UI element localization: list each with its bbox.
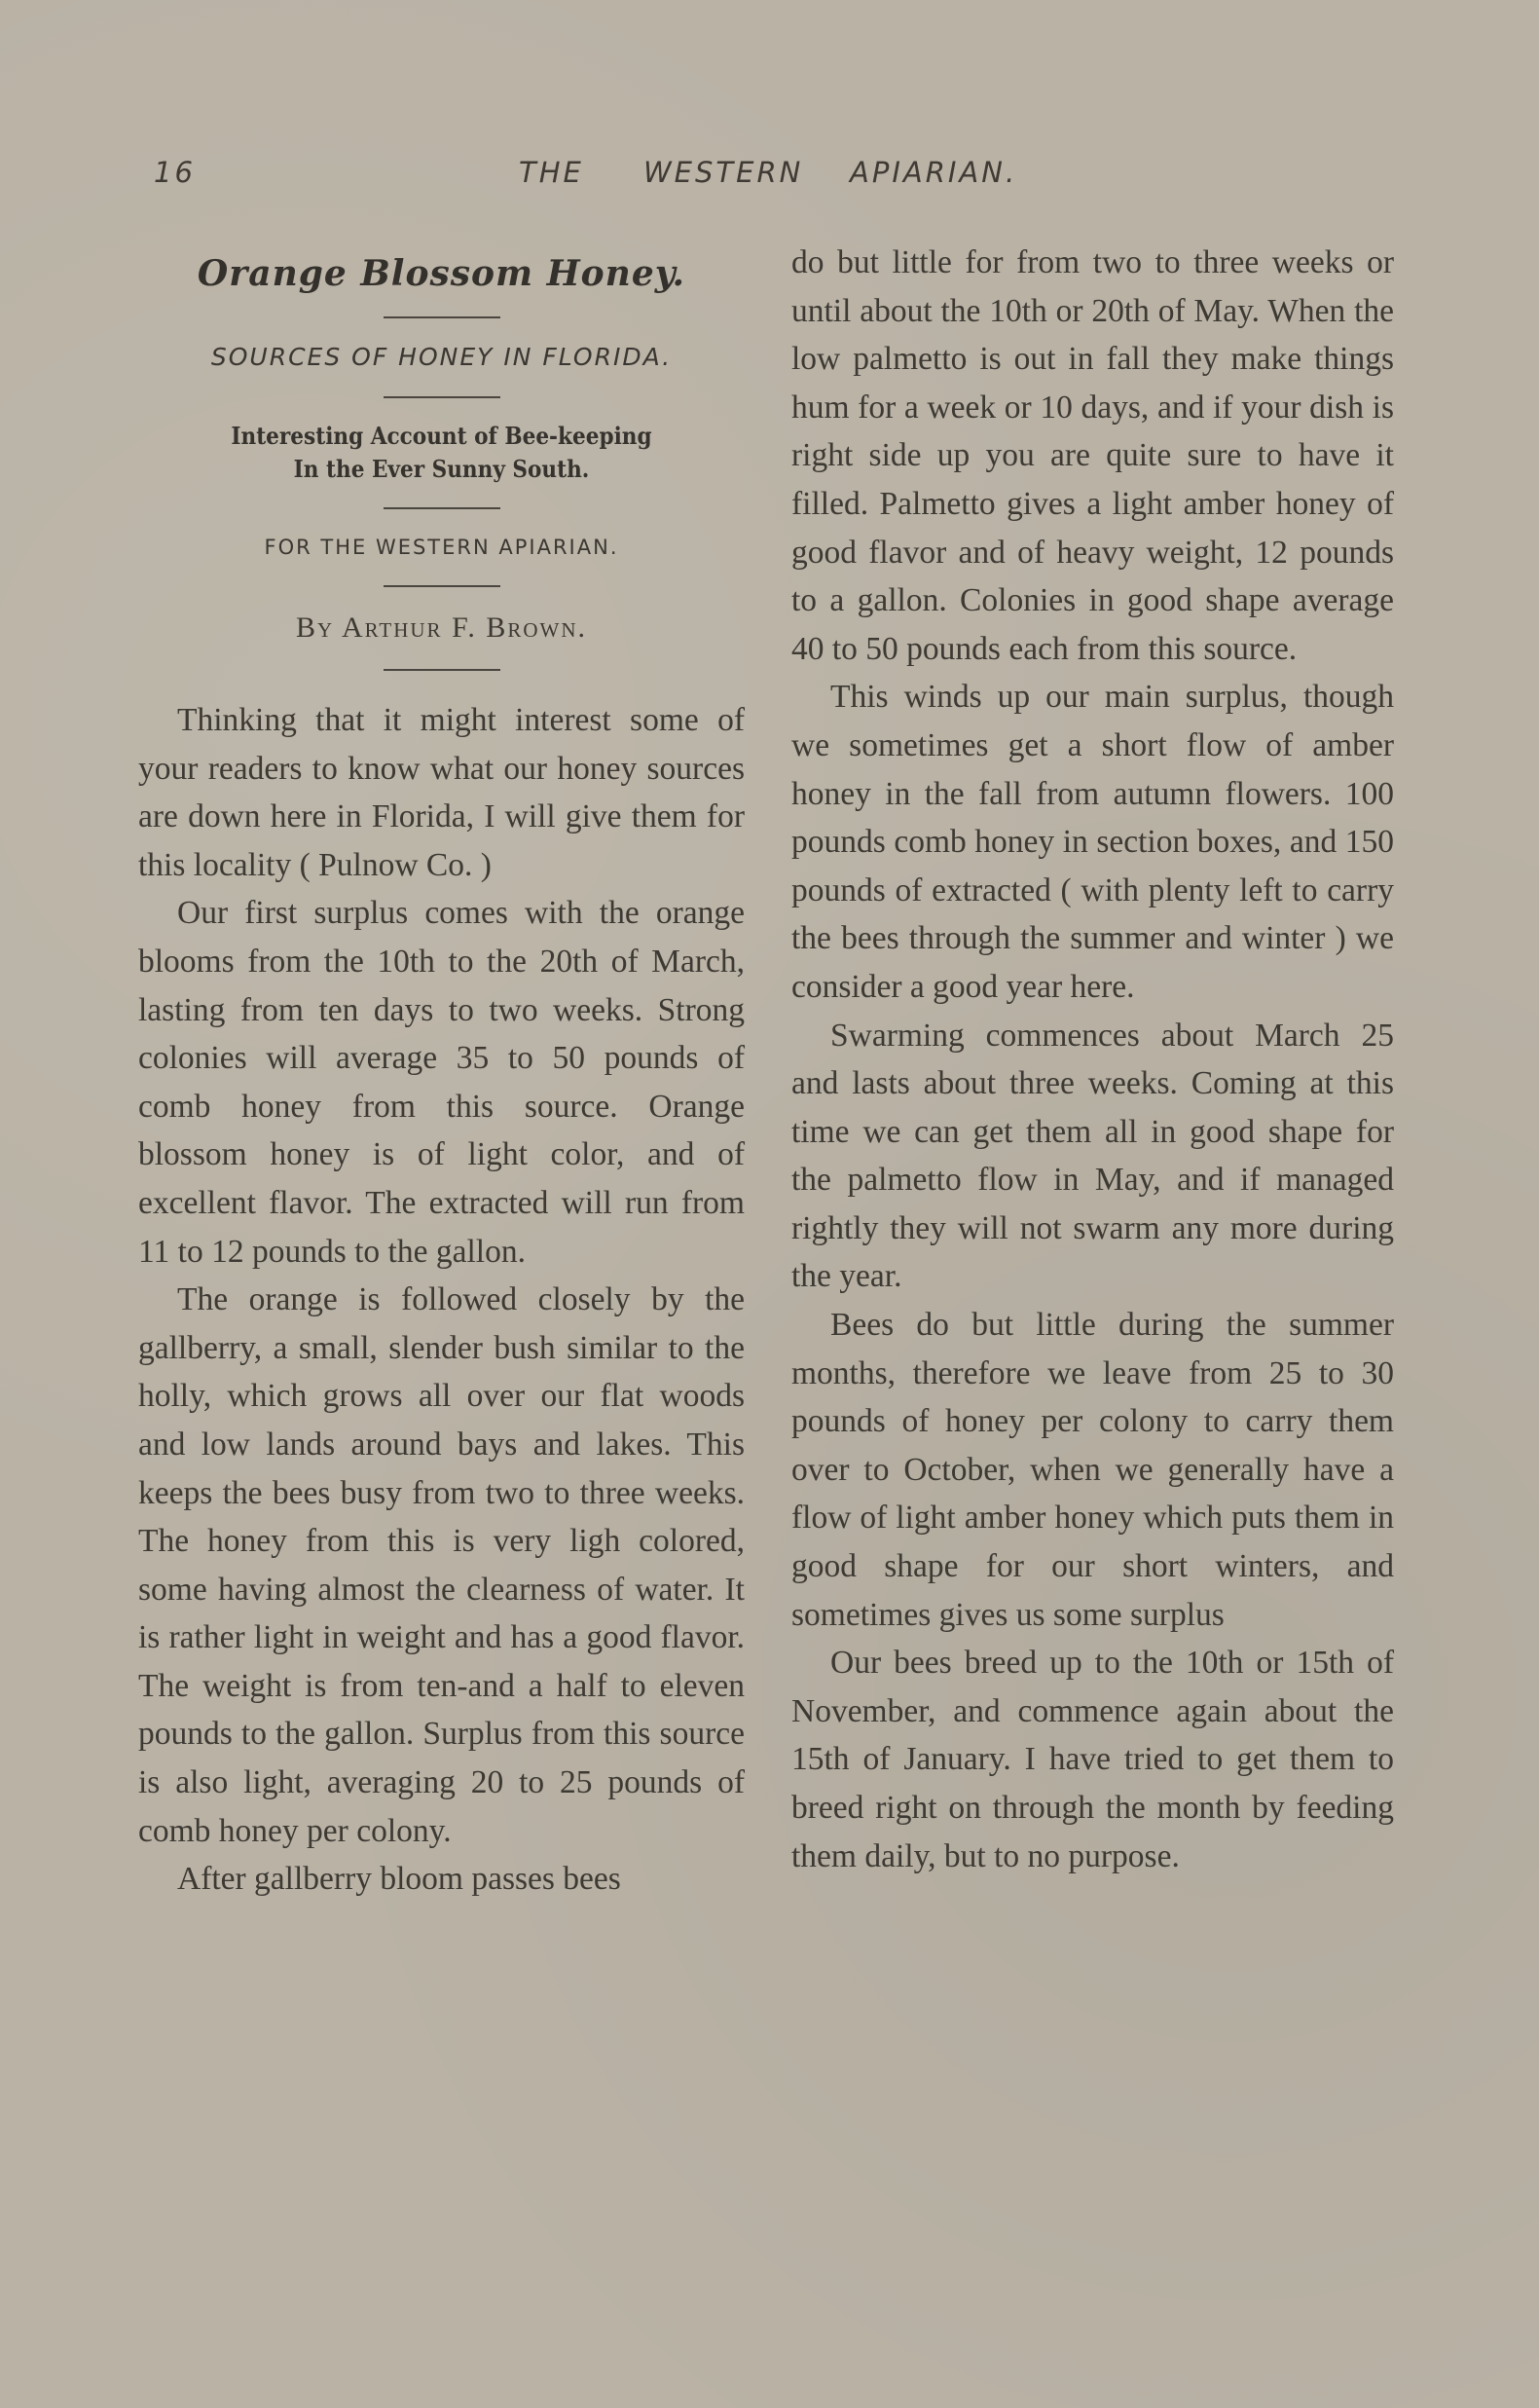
paragraph: Our bees breed up to the 10th or 15th of November, and commence again about the 15th of January. I have tried to get them to breed right on through the month by feeding them daily, but to no purpose. xyxy=(791,1645,1394,1874)
page-number: 16 xyxy=(154,156,196,189)
divider-rule xyxy=(384,669,500,671)
paragraph: After gallberry bloom passes bees xyxy=(177,1861,621,1898)
paragraph: Our first surplus comes with the orange blooms from the 10th to the 20th of March, lasting from ten days to two weeks. Strong colonies will average 35 to 50 pounds of comb honey from this source. Orange blossom honey is of light color, and of excellent flavor. The extracted will run from 11 to 12 pounds to the gallon. xyxy=(138,895,745,1270)
divider-rule xyxy=(384,396,500,398)
left-column xyxy=(138,239,745,1904)
paragraph: Thinking that it might interest some of your readers to know what our honey sources are down here in Florida, I will give them for this locality ( Pulnow Co. ) xyxy=(138,702,745,883)
deck-line-1: Interesting Account of Bee-keeping xyxy=(231,422,652,450)
left-body xyxy=(138,696,745,1904)
for-line: FOR THE WESTERN APIARIAN. xyxy=(264,536,619,559)
right-column xyxy=(791,239,1394,1880)
paragraph: The orange is followed closely by the gallberry, a small, slender bush similar to the holly, which grows all over our flat woods and low lands around bays and lakes. This keeps the bees busy from two to three weeks. The honey from this is very ligh colored, some having almost the clearness of water. It is rather light in weight and has a good flavor. The weight is from ten-and a half to eleven pounds to the gallon. Surplus from this source is also light, averaging 20 to 25 pounds of comb honey per colony. xyxy=(138,1281,745,1849)
article-title: Orange Blossom Honey. xyxy=(197,253,686,294)
running-head xyxy=(154,156,1410,195)
article-subhead: SOURCES OF HONEY IN FLORIDA. xyxy=(210,343,673,371)
paragraph: Bees do but little during the summer months, therefore we leave from 25 to 30 pounds of honey per colony to carry them over to October, when we generally have a flow of light amber honey which puts them in good shape for our short winters, and sometimes gives us some surplus xyxy=(791,1307,1394,1633)
deck-line-2: In the Ever Sunny South. xyxy=(293,455,590,483)
running-title-word-1: THE xyxy=(519,156,584,189)
byline: By Arthur F. Brown. xyxy=(295,611,588,644)
divider-rule xyxy=(384,585,500,587)
paragraph: This winds up our main surplus, though we sometimes get a short flow of amber honey in the fall from autumn flowers. 100 pounds comb honey in section boxes, and 150 pounds of extracted ( with plenty left to carry the bees through the summer and winter ) we consider a good year here. xyxy=(791,679,1394,1005)
divider-rule xyxy=(384,507,500,509)
running-title-word-2: WESTERN xyxy=(643,156,804,189)
divider-rule xyxy=(384,316,500,318)
running-title-word-3: APIARIAN. xyxy=(850,156,1018,189)
paragraph-continuation: do but little for from two to three weeks or until about the 10th or 20th of May. When the low palmetto is out in fall they make things hum for a week or 10 days, and if your dish is right side up you are quite sure to have it filled. Palmetto gives a light amber honey of good flavor and of heavy weight, 12 pounds to a gallon. Colonies in good shape average 40 to 50 pounds each from this source. xyxy=(791,244,1394,667)
paragraph: Swarming commences about March 25 and lasts about three weeks. Coming at this time we can get them all in good shape for the palmetto flow in May, and if managed rightly they will not swarm any more during the year. xyxy=(791,1017,1394,1295)
